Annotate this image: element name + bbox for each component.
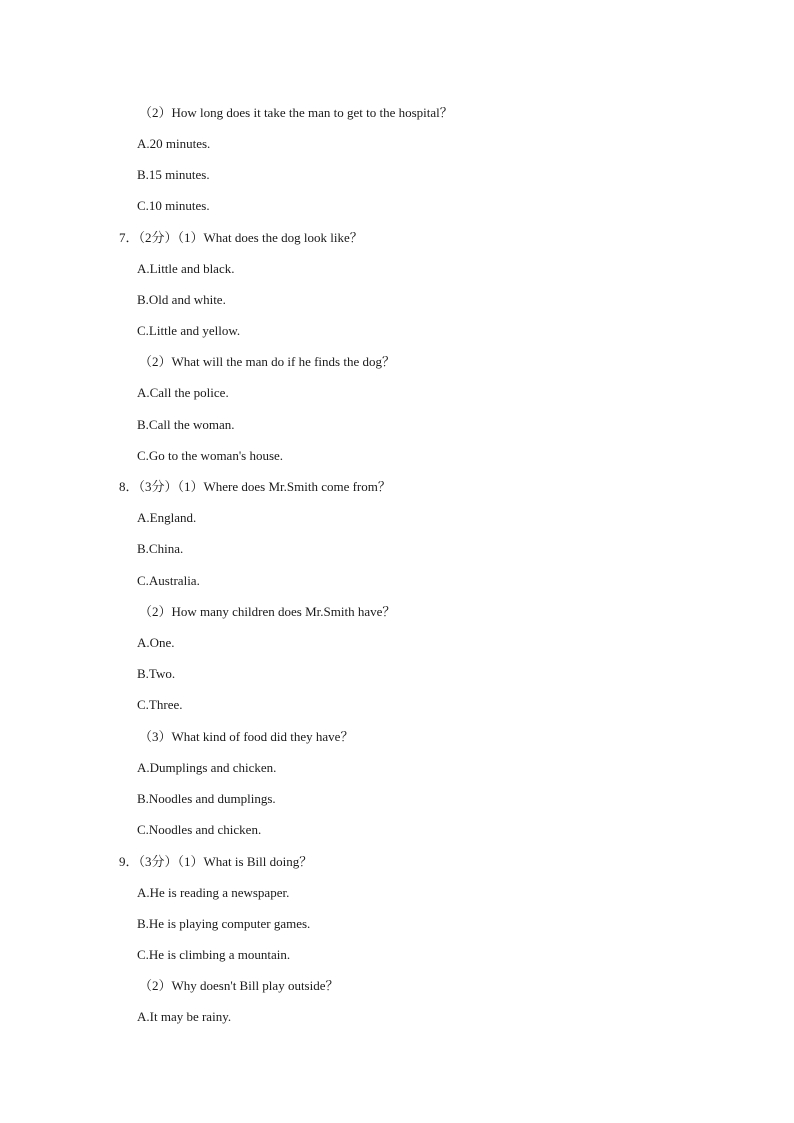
option-b: B.China.	[137, 541, 184, 556]
question-9: 9．（3分）（1）What is Bill doing？	[119, 854, 313, 869]
option-c: C.He is climbing a mountain.	[137, 947, 291, 962]
option-a: A.Call the police.	[137, 385, 229, 400]
option-a: A.20 minutes.	[137, 136, 211, 151]
option-a: A.He is reading a newspaper.	[137, 885, 290, 900]
question-8: 8．（3分）（1）Where does Mr.Smith come from？	[119, 479, 391, 494]
option-a: A.Little and black.	[137, 261, 235, 276]
option-c: C.Australia.	[137, 573, 200, 588]
option-b: B.He is playing computer games.	[137, 916, 311, 931]
option-a: A.One.	[137, 635, 175, 650]
option-a: A.England.	[137, 510, 197, 525]
question-8-sub-3: （3）What kind of food did they have？	[139, 729, 354, 744]
question-7-sub-2: （2）What will the man do if he finds the dog？	[139, 354, 395, 369]
option-c: C.Go to the woman's house.	[137, 448, 284, 463]
option-b: B.Two.	[137, 666, 176, 681]
option-c: C.Little and yellow.	[137, 323, 241, 338]
option-b: B.15 minutes.	[137, 167, 210, 182]
option-b: B.Noodles and dumplings.	[137, 791, 276, 806]
question-9-sub-2: （2）Why doesn't Bill play outside？	[139, 978, 339, 993]
option-c: C.10 minutes.	[137, 198, 210, 213]
option-b: B.Old and white.	[137, 292, 226, 307]
question-6-sub-2: （2）How long does it take the man to get to the hospital？	[139, 105, 453, 120]
option-b: B.Call the woman.	[137, 417, 235, 432]
question-8-sub-2: （2）How many children does Mr.Smith have？	[139, 604, 396, 619]
option-a: A.It may be rainy.	[137, 1009, 232, 1024]
question-7: 7．（2分）（1）What does the dog look like？	[119, 230, 363, 245]
option-c: C.Noodles and chicken.	[137, 822, 262, 837]
option-c: C.Three.	[137, 697, 183, 712]
option-a: A.Dumplings and chicken.	[137, 760, 277, 775]
